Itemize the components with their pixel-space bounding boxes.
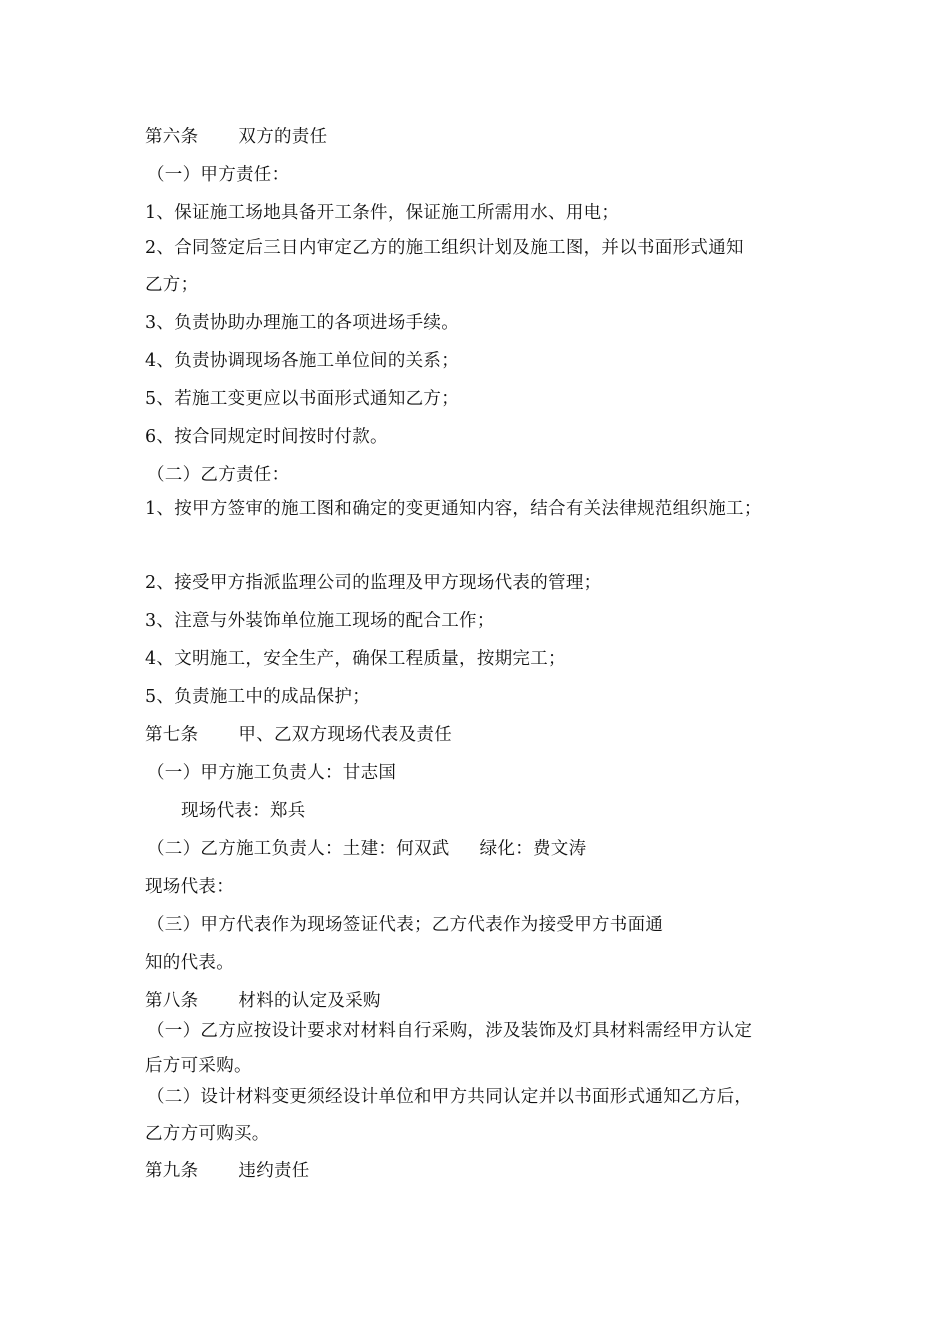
- clause: 1、按甲方签审的施工图和确定的变更通知内容，结合有关法律规范组织施工；: [145, 499, 762, 519]
- article-heading: [145, 990, 381, 1012]
- article-heading: [145, 1160, 310, 1182]
- clause: 现场代表：: [145, 877, 234, 897]
- greening-lead: 绿化：费文涛: [479, 839, 587, 859]
- section-heading: （一）甲方责任：: [147, 165, 290, 185]
- contractor-leads: （二）乙方施工负责人：土建：何双武: [147, 839, 450, 859]
- clause: 4、文明施工，安全生产，确保工程质量，按期完工；: [145, 649, 566, 669]
- clause: 4、负责协调现场各施工单位间的关系；: [145, 351, 460, 371]
- clause: 5、负责施工中的成品保护；: [145, 687, 371, 707]
- article-title: 甲、乙双方现场代表及责任: [238, 725, 453, 745]
- clause: 1、保证施工场地具备开工条件，保证施工所需用水、用电；: [145, 203, 620, 223]
- clause-continuation: 知的代表。: [145, 953, 234, 973]
- clause: 3、负责协助办理施工的各项进场手续。: [145, 313, 460, 333]
- clause: （三）甲方代表作为现场签证代表；乙方代表作为接受甲方书面通: [147, 915, 664, 935]
- article-number: 第七条: [145, 725, 199, 745]
- article-number: 第六条: [145, 127, 199, 147]
- clause-continuation: 后方可采购。: [145, 1056, 252, 1076]
- clause: [147, 838, 586, 860]
- clause: 2、合同签定后三日内审定乙方的施工组织计划及施工图，并以书面形式通知: [145, 238, 744, 258]
- article-title: 材料的认定及采购: [238, 991, 381, 1011]
- article-heading: [145, 126, 327, 148]
- article-title: 违约责任: [238, 1161, 310, 1181]
- clause-indented: 现场代表：郑兵: [181, 801, 306, 821]
- clause: 3、注意与外装饰单位施工现场的配合工作；: [145, 611, 495, 631]
- clause: （一）乙方应按设计要求对材料自行采购，涉及装饰及灯具材料需经甲方认定: [147, 1021, 753, 1041]
- article-heading: [145, 724, 452, 746]
- clause: 6、按合同规定时间按时付款。: [145, 427, 388, 447]
- article-title: 双方的责任: [238, 127, 328, 147]
- article-number: 第九条: [145, 1161, 199, 1181]
- clause-continuation: 乙方；: [145, 275, 199, 295]
- clause: 2、接受甲方指派监理公司的监理及甲方现场代表的管理；: [145, 573, 602, 593]
- clause: （一）甲方施工负责人：甘志国: [147, 763, 397, 783]
- clause: 5、若施工变更应以书面形式通知乙方；: [145, 389, 460, 409]
- section-heading: （二）乙方责任：: [147, 465, 290, 485]
- article-number: 第八条: [145, 991, 199, 1011]
- clause: （二）设计材料变更须经设计单位和甲方共同认定并以书面形式通知乙方后，: [147, 1087, 753, 1107]
- clause-continuation: 乙方方可购买。: [145, 1124, 270, 1144]
